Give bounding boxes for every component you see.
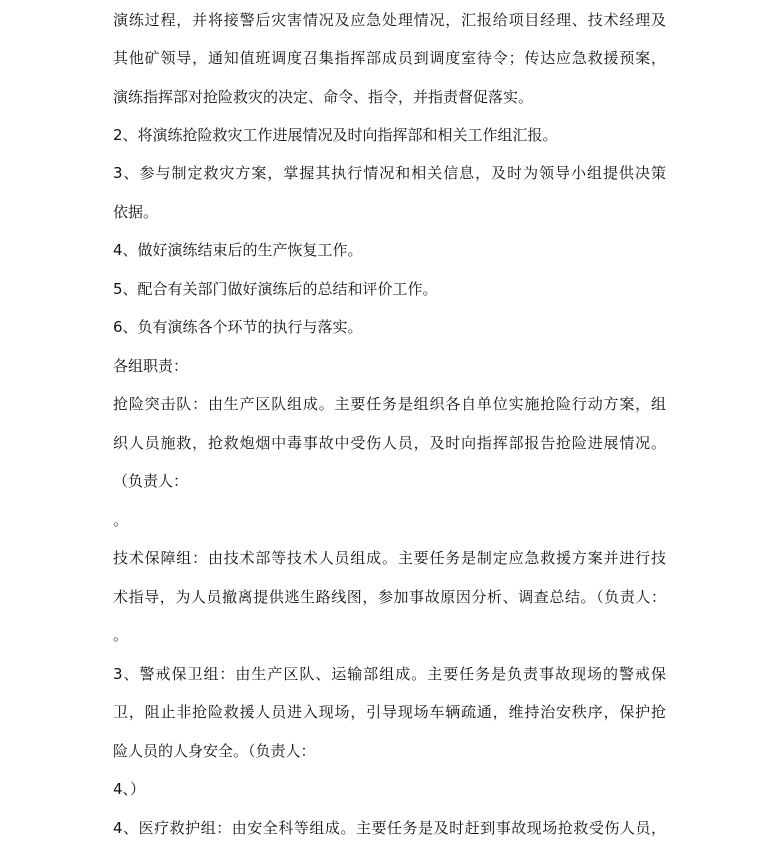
text-line: 技术保障组：由技术部等技术人员组成。主要任务是制定应急救援方案并进行技 bbox=[113, 549, 666, 567]
text-line: 2、将演练抢险救灾工作进展情况及时向指挥部和相关工作组汇报。 bbox=[113, 126, 558, 144]
text-line: 。 bbox=[113, 511, 129, 529]
text-line: （负责人： bbox=[113, 472, 189, 490]
text-line: 演练过程，并将接警后灾害情况及应急处理情况，汇报给项目经理、技术经理及 bbox=[113, 11, 666, 29]
text-line: 抢险突击队：由生产区队组成。主要任务是组织各自单位实施抢险行动方案，组 bbox=[113, 395, 666, 413]
text-line: 6、负有演练各个环节的执行与落实。 bbox=[113, 318, 363, 336]
text-line: 5、配合有关部门做好演练后的总结和评价工作。 bbox=[113, 280, 438, 298]
text-line: 3、参与制定救灾方案，掌握其执行情况和相关信息，及时为领导小组提供决策 bbox=[113, 164, 666, 182]
text-line: 4、医疗救护组：由安全科等组成。主要任务是及时赶到事故现场抢救受伤人员， bbox=[113, 819, 666, 837]
section-heading: 各组职责： bbox=[113, 357, 189, 375]
text-line: 术指导，为人员撤离提供逃生路线图，参加事故原因分析、调查总结。（负责人： bbox=[113, 588, 666, 606]
text-line: 。 bbox=[113, 626, 129, 644]
text-line: 织人员施救，抢救炮烟中毒事故中受伤人员，及时向指挥部报告抢险进展情况。 bbox=[113, 434, 666, 452]
text-line: 依据。 bbox=[113, 203, 159, 221]
text-line: 演练指挥部对抢险救灾的决定、命令、指令，并指责督促落实。 bbox=[113, 88, 534, 106]
text-line: 3、警戒保卫组：由生产区队、运输部组成。主要任务是负责事故现场的警戒保 bbox=[113, 665, 666, 683]
text-line: 4、） bbox=[113, 780, 146, 798]
text-line: 卫，阻止非抢险救援人员进入现场，引导现场车辆疏通，维持治安秩序，保护抢 bbox=[113, 703, 666, 721]
text-line: 4、做好演练结束后的生产恢复工作。 bbox=[113, 241, 363, 259]
text-line: 险人员的人身安全。（负责人： bbox=[113, 742, 316, 760]
text-line: 其他矿领导，通知值班调度召集指挥部成员到调度室待令；传达应急救援预案， bbox=[113, 49, 666, 67]
